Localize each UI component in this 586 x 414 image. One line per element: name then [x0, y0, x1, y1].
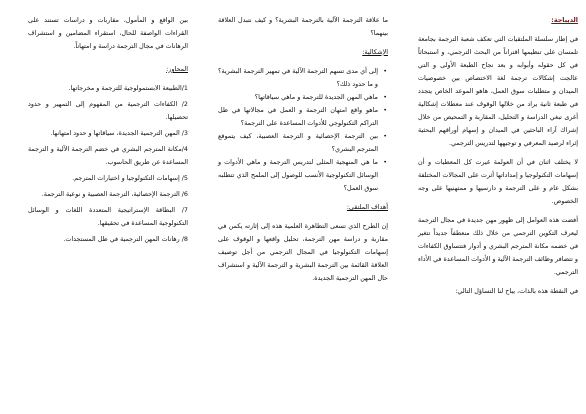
preamble-heading: الديباجة: [551, 16, 578, 24]
list-item: • ماهو واقع امتهان الترجمة و العمل في مجالاتها في ظل التراكم التكنولوجي للأدوات المساعدة على الترجمة؟ [218, 106, 387, 127]
list-item: 1/الطبيعة الابستمولوجية للترجمة و مخرجاتها. [68, 84, 188, 92]
goals-heading: أهداف الملتقى: [346, 203, 388, 211]
problem-heading: الإشكالية: [362, 48, 388, 56]
list-item: 8/ رهانات المهن الترجمية في ظل المستجدات. [63, 235, 188, 243]
questions-list [218, 65, 388, 195]
axes-heading: المحاور: [166, 65, 188, 73]
list-item: • ماهي المهن الجديدة للترجمة و ماهي سياقاتها؟ [218, 91, 378, 104]
preamble-paragraph-2: لا يختلف اثنان في أن العولمة غيرت كل المعطيات و أن إسهامات التكنولوجيا و إمداداتها أثرت على المجالات المختلفة بشكل عام و على الترجمة و دارسيها و ممتهنيها على وجه الخصوص. [418, 158, 578, 205]
preamble-column [418, 14, 578, 414]
list-item: • ما هي المنهجية المثلى لتدريس الترجمة و ماهي الأدوات و الوسائل التكنولوجية الأنسب للوصول إلى الملمح الذي تتطلبه سوق العمل؟ [218, 158, 387, 192]
list-item: 4/مكانة المترجم البشري في خضم الترجمة الآلية و الترجمة المساعدة عن طريق الحاسوب. [28, 145, 188, 166]
preamble-question-intro: في النقطة هذه بالذات، يباح لنا التساؤل التالي: [455, 287, 578, 295]
bullet-icon: • [383, 67, 387, 75]
bullet-icon: • [383, 132, 387, 140]
axes-list [28, 82, 188, 246]
problem-column [218, 14, 388, 414]
preamble-paragraph-3: أفضت هذه العوامل إلى ظهور مهن جديدة في مجال الترجمة ليعرف التكوين الترجمي من خلال ذلك منعطفاً جديداً تتغير في خضمه مكانة المترجم البشري و أدوار فتتساوق الكفاءات و تتضافر وظائف الترجمة الآلية و الأدوات المساعدة في الأداء الترجمي. [418, 216, 578, 276]
relation-question: ما علاقة الترجمة الآلية بالترجمة البشرية؟ و كيف نتبدل العلاقة بينهما؟ [218, 16, 388, 37]
axes-intro: بين الواقع و المأمول، مقاربات و دراسات تستند على القراءات الواصفة للحال، استقراء المضامين و استشراف الرهانات في مجال الترجمة دراسة و امتهاناً. [28, 16, 188, 50]
axes-column [28, 14, 188, 414]
list-item: 6/ الترجمة الإحصائية، الترجمة العصبية و نوعية الترجمة. [41, 190, 188, 198]
list-item: 5/ إسهامات التكنولوجيا و اختيارات المترجم. [72, 174, 188, 182]
list-item: • بين الترجمة الإحصائية و الترجمة العصبية، كيف يتموقع المترجم البشري؟ [218, 132, 387, 153]
preamble-paragraph-1: في إطار سلسلة الملتقيات التي تعكف شعبة الترجمة بجامعة تلمسان على تنظيمها اقتراناً من البحث الترجمي، و استبحاثاً في كل حقوله وأبوابه و بعد نجاح الطبعة الأولى و التي عالجت إشكالات ترجمة لغة الاختصاص بين خصوصيات الميدان و متطلبات سوق العمل، هاهو الموعد الخاص يتجدد في طبعة ثانية يراد من خلالها الوقوف عند معطلات إشكالية أغرى تبغي الدراسة و التحليل، المقاربة و التمحيص من خلال إشراك آراء الباحثين في الميدان و إسهام أوراقهم البحثية إثراء لرصيد المعرفي و توجيهها لتدريس الترجمي. [418, 35, 578, 147]
list-item: 3/ المهن الترجمية الجديدة، سياقاتها و حدود امتهانها. [50, 129, 188, 137]
bullet-icon: • [383, 106, 387, 114]
list-item: 7/ البطاقة الإستراتيجية المتعددة اللغات و الوسائل التكنولوجية المساعدة في تحقيقها. [28, 206, 188, 227]
goals-paragraph: إن الطرح الذي تسعى التظاهرة العلمية هذه إلى إثارته يكمن في مقاربة و دراسة مهن الترجمة، تحليل واقعها و الوقوف على إسهامات التكنولوجيا في المجال الترجمي من أجل توصيف العلاقة القائمة بين الترجمة البشرية و الترجمة الآلية و استشراف حال المهن الترجمية الجديدة. [218, 222, 388, 282]
bullet-icon: • [383, 158, 387, 166]
list-item: • إلى أي مدى تسهم الترجمة الآلية في تمهير الترجمة البشرية؟ و ما حدود ذلك؟ [218, 67, 387, 88]
bullet-icon: • [383, 93, 387, 101]
list-item: 2/ الكفاءات الترجمية من المفهوم إلى التمهير و حدود تحصيلها. [28, 100, 188, 121]
